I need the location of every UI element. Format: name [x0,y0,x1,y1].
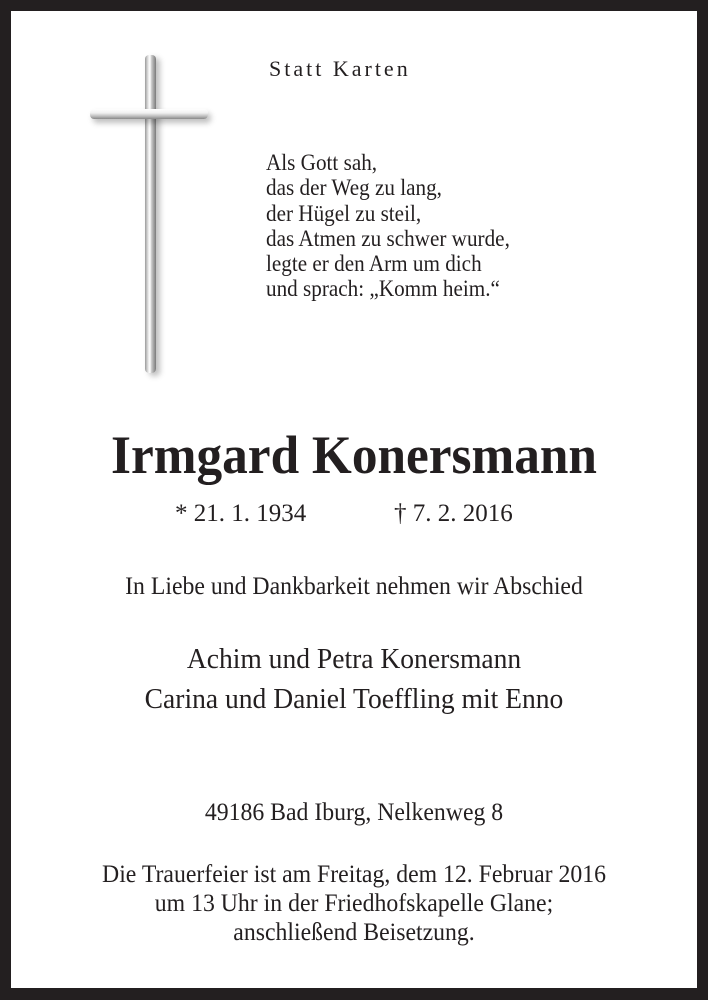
birth-date: * 21. 1. 1934 [175,500,307,527]
address: 49186 Bad Iburg, Nelkenweg 8 [204,799,504,826]
service-line: Die Trauerfeier ist am Freitag, dem 12. Februar 2016 [102,861,606,888]
death-date: † 7. 2. 2016 [394,500,513,527]
farewell-text: In Liebe und Dankbarkeit nehmen wir Abschied [125,573,583,600]
poem-line: das der Weg zu lang, [266,175,442,201]
poem-line: der Hügel zu steil, [266,200,422,226]
cross-horizontal-beam [90,109,208,119]
mourner-line: Carina und Daniel Toeffling mit Enno [144,683,564,715]
service-line: anschließend Beisetzung. [233,919,475,946]
poem-line: legte er den Arm um dich [266,251,482,277]
service-line: um 13 Uhr in der Friedhofskapelle Glane; [154,890,554,917]
mourner-line: Achim und Petra Konersmann [186,643,522,675]
deceased-name: Irmgard Konersmann [111,425,597,485]
poem-line: das Atmen zu schwer wurde, [266,225,510,251]
poem-line: Als Gott sah, [266,150,378,175]
statt-karten-heading: Statt Karten [269,56,411,81]
cross-vertical-beam [145,55,156,373]
poem [266,150,510,302]
poem-line: und sprach: „Komm heim.“ [266,276,500,302]
